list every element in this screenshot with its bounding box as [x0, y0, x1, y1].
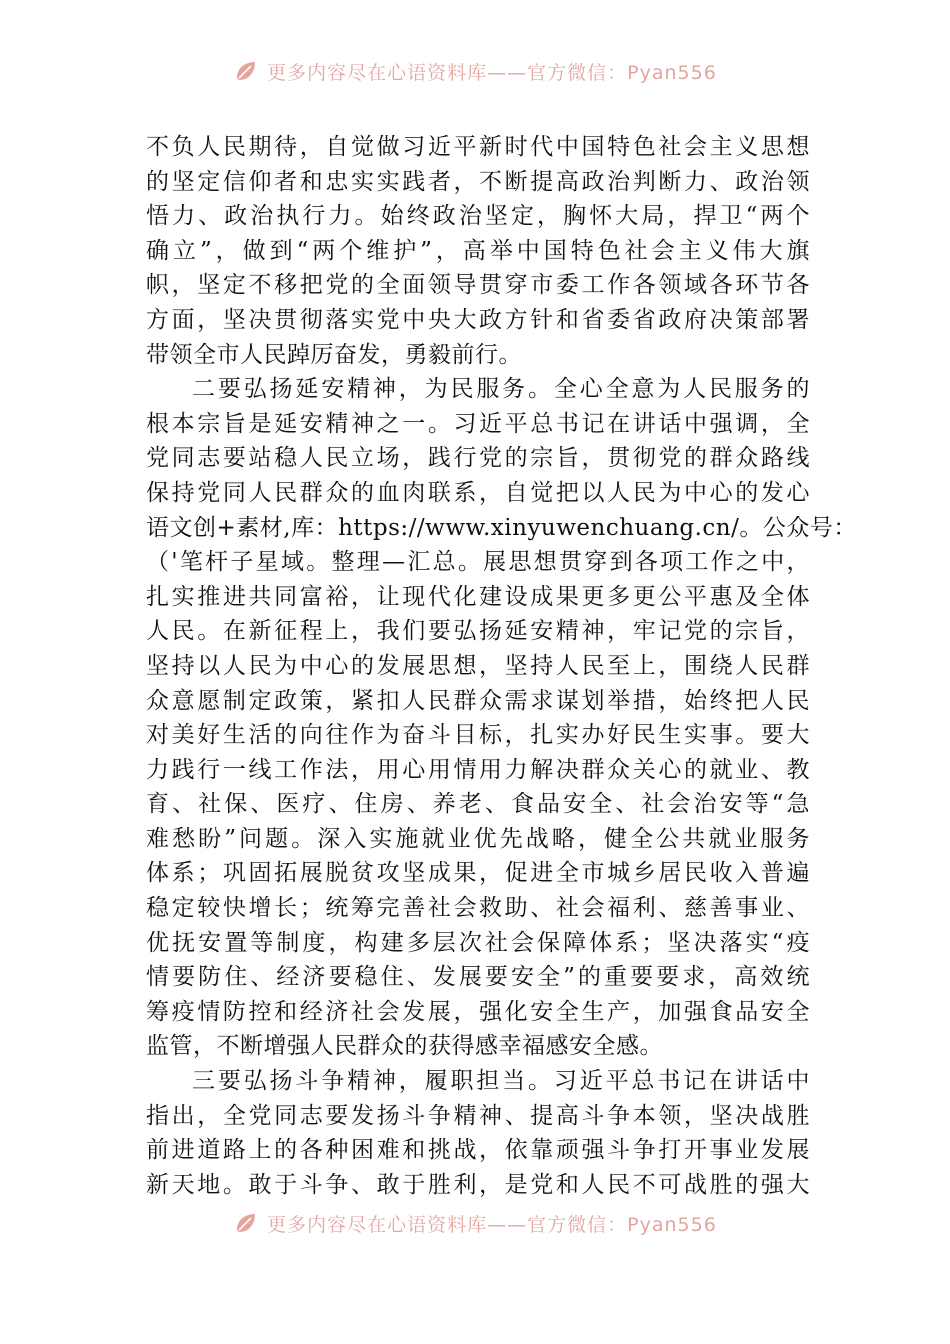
text-line: 确立”，做到“两个维护”，高举中国特色社会主义伟大旗 — [146, 237, 810, 264]
watermark-footer — [0, 1206, 950, 1240]
text-line: 悟力、政治执行力。始终政治坚定，胸怀大局，捍卫“两个 — [146, 203, 810, 230]
text-line: 监管，不断增强人民群众的获得感幸福感安全感。 — [146, 1033, 663, 1060]
paragraph — [146, 1064, 810, 1202]
paragraph — [146, 372, 857, 1064]
watermark-header — [0, 54, 950, 88]
document-body — [146, 130, 857, 1202]
text-line: 稳定较快增长；统筹完善社会救助、社会福利、慈善事业、 — [146, 895, 810, 922]
text-line: 方面，坚决贯彻落实党中央大政方针和省委省政府决策部署 — [146, 306, 810, 333]
text-line: 筹疫情防控和经济社会发展，强化安全生产，加强食品安全 — [146, 998, 810, 1025]
text-line: 情要防住、经济要稳住、发展要安全”的重要要求，高效统 — [146, 964, 810, 991]
text-line: 众意愿制定政策，紧扣人民群众需求谋划举措，始终把人民 — [146, 687, 810, 714]
text-line: 难愁盼”问题。深入实施就业优先战略，健全公共就业服务 — [146, 825, 810, 852]
watermark-text: 更多内容尽在心语资料库——官方微信：Pyan556 — [267, 61, 717, 84]
text-line: 扎实推进共同富裕，让现代化建设成果更多更公平惠及全体 — [146, 583, 810, 610]
paragraph — [146, 130, 810, 372]
text-line: 语文创+素材,库：https://www.xinyuwenchuang.cn/。公众号： — [146, 514, 857, 541]
text-line: 对美好生活的向往作为奋斗目标，扎实办好民生实事。要大 — [146, 722, 810, 749]
text-line: 根本宗旨是延安精神之一。习近平总书记在讲话中强调，全 — [146, 410, 810, 437]
text-line: 党同志要站稳人民立场，践行党的宗旨，贯彻党的群众路线 — [146, 445, 810, 472]
text-line: 坚持以人民为中心的发展思想，坚持人民至上，围绕人民群 — [146, 652, 810, 679]
text-line: 二要弘扬延安精神，为民服务。全心全意为人民服务的 — [192, 376, 810, 403]
text-line: 三要弘扬斗争精神，履职担当。习近平总书记在讲话中 — [192, 1068, 810, 1095]
text-line: 的坚定信仰者和忠实实践者，不断提高政治判断力、政治领 — [146, 168, 810, 195]
text-line: 新天地。敢于斗争、敢于胜利，是党和人民不可战胜的强大 — [146, 1171, 810, 1198]
leaf-logo-icon — [233, 1210, 259, 1236]
watermark-text: 更多内容尽在心语资料库——官方微信：Pyan556 — [267, 1213, 717, 1236]
text-line: 不负人民期待，自觉做习近平新时代中国特色社会主义思想 — [146, 134, 810, 160]
text-line: 帜，坚定不移把党的全面领导贯穿市委工作各领域各环节各 — [146, 272, 810, 299]
text-line: 保持党同人民群众的血肉联系，自觉把以人民为中心的发心 — [146, 479, 810, 506]
text-line: 前进道路上的各种困难和挑战，依靠顽强斗争打开事业发展 — [146, 1137, 810, 1164]
text-line: 优抚安置等制度，构建多层次社会保障体系；坚决落实“疫 — [146, 929, 810, 956]
text-line: 带领全市人民踔厉奋发，勇毅前行。 — [146, 341, 522, 368]
leaf-logo-icon — [233, 58, 259, 84]
text-line: 育、社保、医疗、住房、养老、食品安全、社会治安等“急 — [146, 791, 810, 818]
text-line: 体系；巩固拓展脱贫攻坚成果，促进全市城乡居民收入普遍 — [146, 860, 810, 887]
text-line: （'笔杆子星域。整理—汇总。展思想贯穿到各项工作之中， — [146, 549, 810, 576]
text-line: 人民。在新征程上，我们要弘扬延安精神，牢记党的宗旨， — [146, 618, 810, 645]
text-line: 指出，全党同志要发扬斗争精神、提高斗争本领，坚决战胜 — [146, 1102, 810, 1129]
text-line: 力践行一线工作法，用心用情用力解决群众关心的就业、教 — [146, 756, 810, 783]
